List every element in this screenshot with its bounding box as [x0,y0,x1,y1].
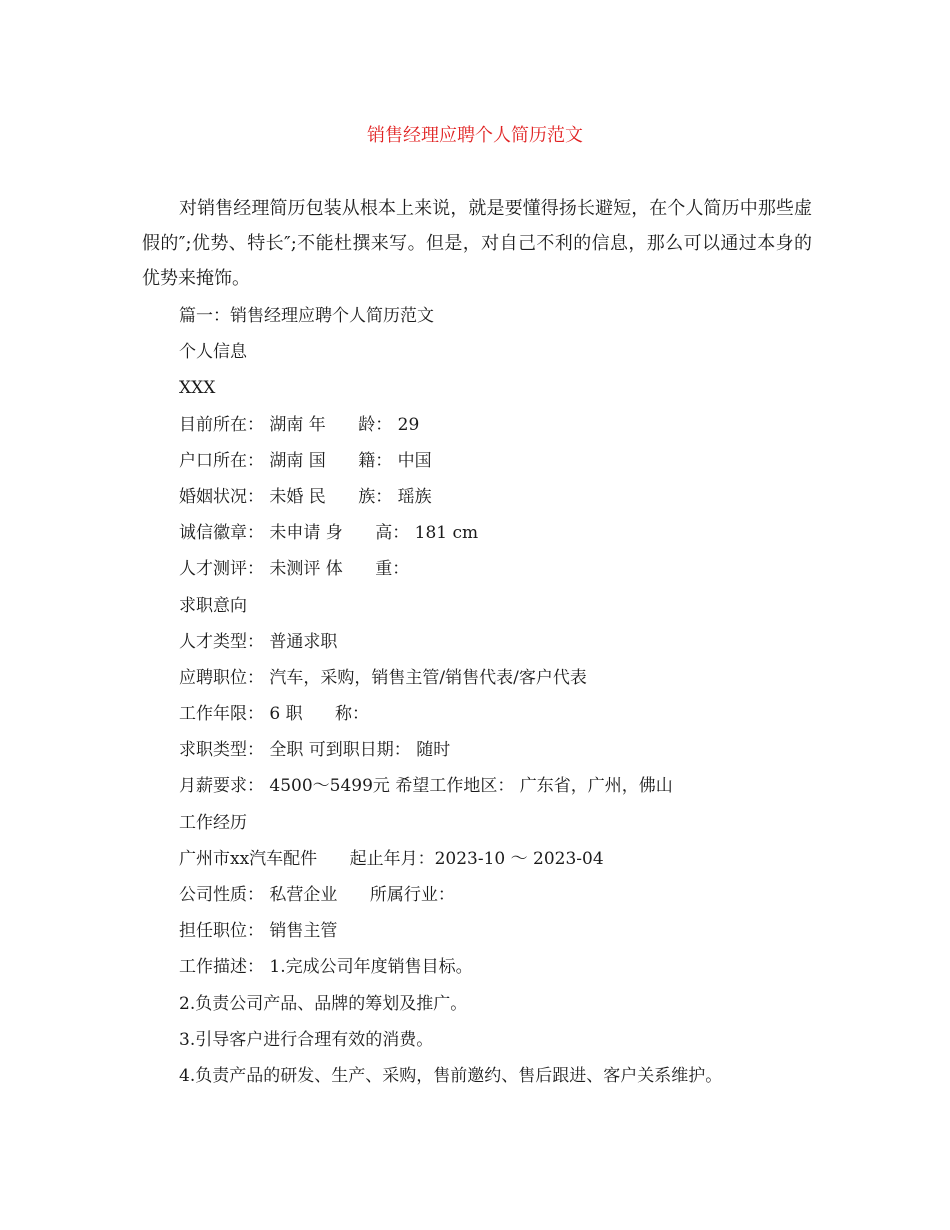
work-row-company-nature: 公司性质： 私营企业 所属行业： [179,885,455,905]
work-description-item-3: 3.引导客户进行合理有效的消费。 [179,1029,434,1050]
info-row-hukou-nationality: 户口所在： 湖南 国 籍： 中国 [179,450,432,471]
work-row-company-period: 广州市xx汽车配件 起止年月：2023-10 ～ 2023-04 [179,848,604,869]
document-title: 销售经理应聘个人简历范文 [367,125,583,146]
info-row-marital-ethnicity: 婚姻状况： 未婚 民 族： 瑶族 [179,486,432,507]
intention-row-position: 应聘职位： 汽车，采购，销售主管/销售代表/客户代表 [179,667,587,688]
work-description-item-2: 2.负责公司产品、品牌的筹划及推广。 [179,993,468,1014]
intro-paragraph: 对销售经理简历包装从根本上来说，就是要懂得扬长避短，在个人简历中那些虚假的″;优势、特长″;不能杜撰来写。但是，对自己不利的信息，那么可以通过本身的优势来掩饰。 [142,198,812,289]
info-row-location-age: 目前所在： 湖南 年 龄： 29 [179,414,420,435]
work-row-description: 工作描述： 1.完成公司年度销售目标。 [179,957,473,978]
info-row-badge-height: 诚信徽章： 未申请 身 高： 181 cm [179,523,479,544]
resume-body [179,298,819,1094]
intention-row-salary-area: 月薪要求： 4500～5499元 希望工作地区： 广东省，广州，佛山 [179,776,673,797]
info-row-assessment-weight: 人才测评： 未测评 体 重： [179,559,410,580]
section-heading-part1: 篇一：销售经理应聘个人简历范文 [179,306,434,326]
work-row-role: 担任职位： 销售主管 [179,921,338,942]
intention-row-talent-type: 人才类型： 普通求职 [179,631,338,652]
intention-row-years-title: 工作年限： 6 职 称： [179,704,370,725]
section-heading-work-experience: 工作经历 [179,812,247,833]
intention-row-job-type: 求职类型： 全职 可到职日期： 随时 [179,740,451,761]
section-heading-job-intention: 求职意向 [179,595,247,616]
section-heading-personal-info: 个人信息 [179,342,247,363]
candidate-name: XXX [179,378,216,399]
work-description-item-4: 4.负责产品的研发、生产、采购，售前邀约、售后跟进、客户关系维护。 [179,1065,723,1086]
